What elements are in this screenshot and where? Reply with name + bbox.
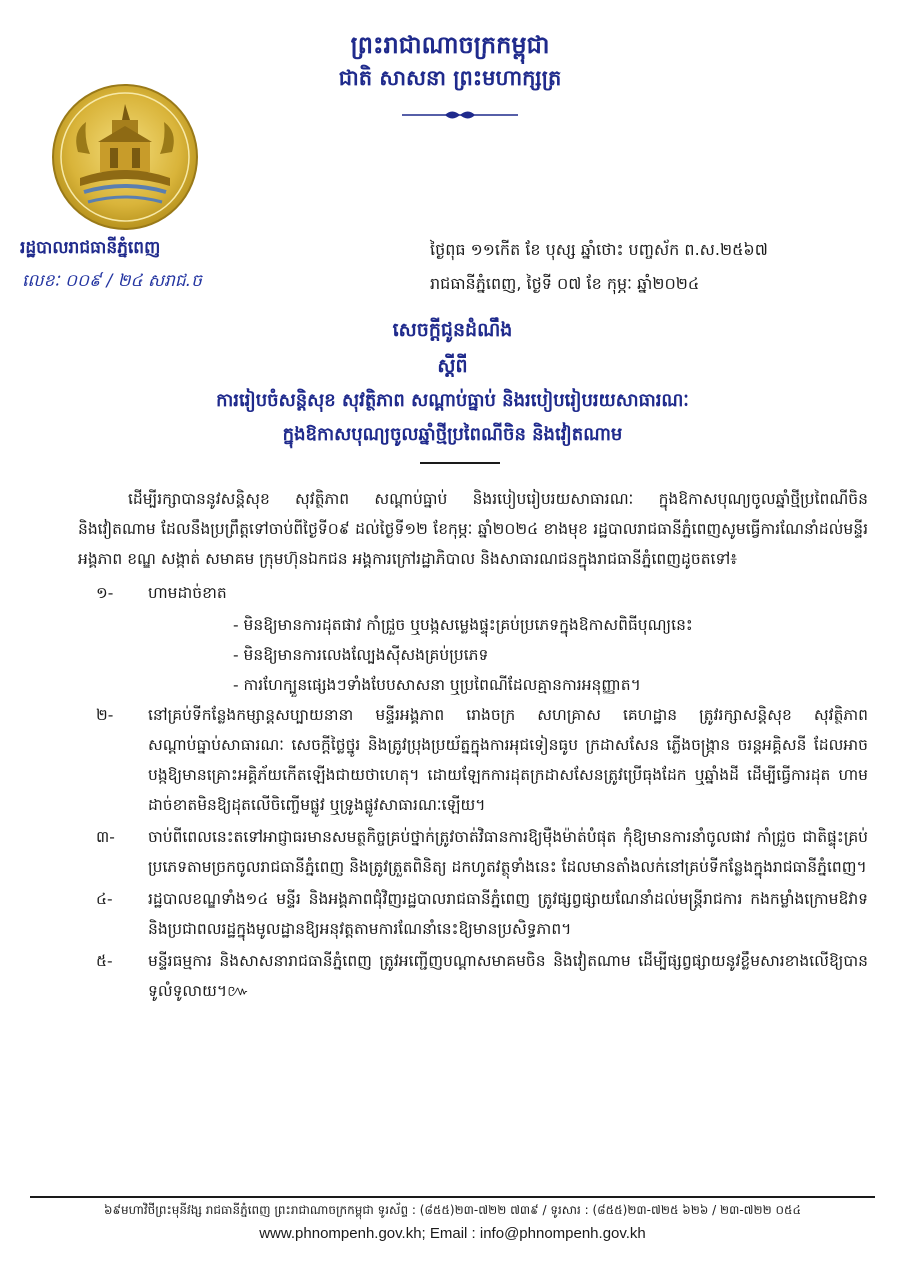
list-item xyxy=(78,822,868,882)
list-item xyxy=(78,884,868,944)
footer-contact: www.phnompenh.gov.kh; Email : info@phnompenh.gov.kh xyxy=(259,1225,646,1242)
lunar-date: ថ្ងៃពុធ ១១កើត ខែ បុស្ស ឆ្នាំថោះ បញ្ចស័ក ព.ស.២៥៦៧ xyxy=(430,240,768,259)
item-text: ចាប់ពីពេលនេះតទៅអាជ្ញាធរមានសមត្ថកិច្ចគ្រប់ថ្នាក់ត្រូវចាត់វិធានការឱ្យម៉ឺងម៉ាត់បំផុត កុំឱ្យមានការនាំចូលផាវ កាំជ្រួច ជាតិផ្ទុះគ្រប់ប្រភេទតាមច្រកចូលរាជធានីភ្នំពេញ និងត្រូវត្រួតពិនិត្យ ដកហូតវត្ថុទាំងនេះ ដែលមានតាំងលក់នៅគ្រប់ទីកន្លែងក្នុងរាជធានីភ្នំពេញ។ xyxy=(148,828,868,876)
date-block xyxy=(430,233,890,301)
item-text: ហាមដាច់ខាត xyxy=(148,584,227,602)
kingdom-header xyxy=(300,28,600,94)
reference-number: លេខៈ ០០៩ / ២៤ សរាជ.ច xyxy=(22,271,202,291)
item-number: ៤- xyxy=(96,890,113,908)
intro-paragraph: ដើម្បីរក្សាបាននូវសន្តិសុខ សុវត្ថិភាព សណ្តាប់ធ្នាប់ និងរបៀបរៀបរយសាធារណៈ ក្នុងឱកាសបុណ្យចូលឆ្នាំថ្មីប្រពៃណីចិន និងវៀតណាម ដែលនឹងប្រព្រឹត្តទៅចាប់ពីថ្ងៃទី០៩ ដល់ថ្ងៃទី១២ ខែកុម្ភៈ ឆ្នាំ២០២៤ ខាងមុខ រដ្ឋបាលរាជធានីភ្នំពេញសូមធ្វើការណែនាំដល់មន្ទីរ អង្គភាព ខណ្ឌ សង្កាត់ សមាគម ក្រុមហ៊ុនឯកជន អង្គការក្រៅរដ្ឋាភិបាល និងសាធារណជនក្នុងរាជធានីភ្នំពេញដូចតទៅ៖ xyxy=(78,490,868,568)
sub-list-item: - មិនឱ្យមានការដុតផាវ កាំជ្រួច ឬបង្កសម្លេងផ្ទុះគ្រប់ប្រភេទក្នុងឱកាសពិធីបុណ្យនេះ xyxy=(233,610,868,640)
sender-organization: រដ្ឋបាលរាជធានីភ្នំពេញ xyxy=(20,238,161,258)
sub-list-item: - មិនឱ្យមានការលេងល្បែងស៊ីសងគ្រប់ប្រភេទ xyxy=(233,640,868,670)
ornament-divider-icon xyxy=(400,108,520,122)
item-text: រដ្ឋបាលខណ្ឌទាំង១៤ មន្ទីរ និងអង្គភាពជុំវិញរដ្ឋបាលរាជធានីភ្នំពេញ ត្រូវផ្សព្វផ្សាយណែនាំដល់មន្ត្រីរាជការ កងកម្លាំងក្រោមឱវាទ និងប្រជាពលរដ្ឋក្នុងមូលដ្ឋានឱ្យអនុវត្តតាមការណែនាំនេះឱ្យមានប្រសិទ្ធភាព។ xyxy=(148,890,868,938)
title-notice: សេចក្តីជូនដំណឹង xyxy=(392,319,513,341)
list-item xyxy=(78,946,868,1006)
solar-date: រាជធានីភ្នំពេញ, ថ្ងៃទី ០៧ ខែ កុម្ភៈ ឆ្នាំ២០២៤ xyxy=(430,274,700,293)
title-about: ស្តីពី xyxy=(437,355,468,377)
item-number: ២- xyxy=(96,706,114,724)
item-number: ៥- xyxy=(96,952,113,970)
footer-divider xyxy=(30,1196,875,1198)
letter-body xyxy=(78,484,868,1008)
kingdom-name: ព្រះរាជាណាចក្រកម្ពុជា xyxy=(350,31,550,59)
sub-list-item: - ការហែក្បួនផ្សេងៗទាំងបែបសាសនា ឬប្រពៃណីដែលគ្មានការអនុញ្ញាត។ xyxy=(233,670,868,700)
item-number: ៣- xyxy=(96,828,115,846)
item-text: នៅគ្រប់ទីកន្លែងកម្សាន្តសប្បាយនានា មន្ទីរអង្គភាព រោងចក្រ សហគ្រាស គេហដ្ឋាន ត្រូវរក្សាសន្តិសុខ សុវត្ថិភាព សណ្តាប់ធ្នាប់សាធារណៈ សេចក្តីថ្លៃថ្នូរ និងត្រូវប្រុងប្រយ័ត្នក្នុងការអុជទៀនធូប ក្រដាសសែន ភ្លើងចង្ក្រាន ចរន្តអគ្គិសនី ដែលអាចបង្កឱ្យមានគ្រោះអគ្គិភ័យកើតឡើងជាយថាហេតុ។ ដោយឡែកការដុតក្រដាសសែនត្រូវប្រើធុងដែក ឬឆ្នាំងដី ដើម្បីធ្វើការដុត ហាមដាច់ខាតមិនឱ្យដុតលើចិញ្ចើមផ្លូវ ឬទ្រូងផ្លូវសាធារណៈឡើយ។ xyxy=(148,706,868,814)
item-text: មន្ទីរធម្មការ និងសាសនារាជធានីភ្នំពេញ ត្រូវអញ្ជើញបណ្តាសមាគមចិន និងវៀតណាម ដើម្បីផ្សព្វផ្សាយនូវខ្លឹមសារខាងលើឱ្យបានទូលំទូលាយ។៚ xyxy=(148,952,868,1000)
list-item xyxy=(78,578,868,608)
item-number: ១- xyxy=(96,584,114,602)
title-subject-line2: ក្នុងឱកាសបុណ្យចូលឆ្នាំថ្មីប្រពៃណីចិន និងវៀតណាម xyxy=(282,424,623,445)
municipal-seal-icon xyxy=(50,82,200,232)
footer-address: ៦៩មហាវិថីព្រះមុនីវង្ស រាជធានីភ្នំពេញ ព្រះរាជាណាចក្រកម្ពុជា ទូរស័ព្ទ : (៨៥៥)២៣-៧២២ ៧៣៩ / ទូរសារ : (៨៥៥)២៣-៧២៥ ៦២៦ / ២៣-៧២២ ០៥៤ xyxy=(104,1203,801,1217)
national-motto: ជាតិ សាសនា ព្រះមហាក្សត្រ xyxy=(338,66,562,90)
document-title xyxy=(100,312,805,452)
list-item xyxy=(78,700,868,820)
sub-list xyxy=(233,610,868,700)
title-divider xyxy=(420,462,500,464)
title-subject-line1: ការរៀបចំសន្តិសុខ សុវត្ថិភាព សណ្តាប់ធ្នាប់ និងរបៀបរៀបរយសាធារណៈ xyxy=(216,390,689,411)
